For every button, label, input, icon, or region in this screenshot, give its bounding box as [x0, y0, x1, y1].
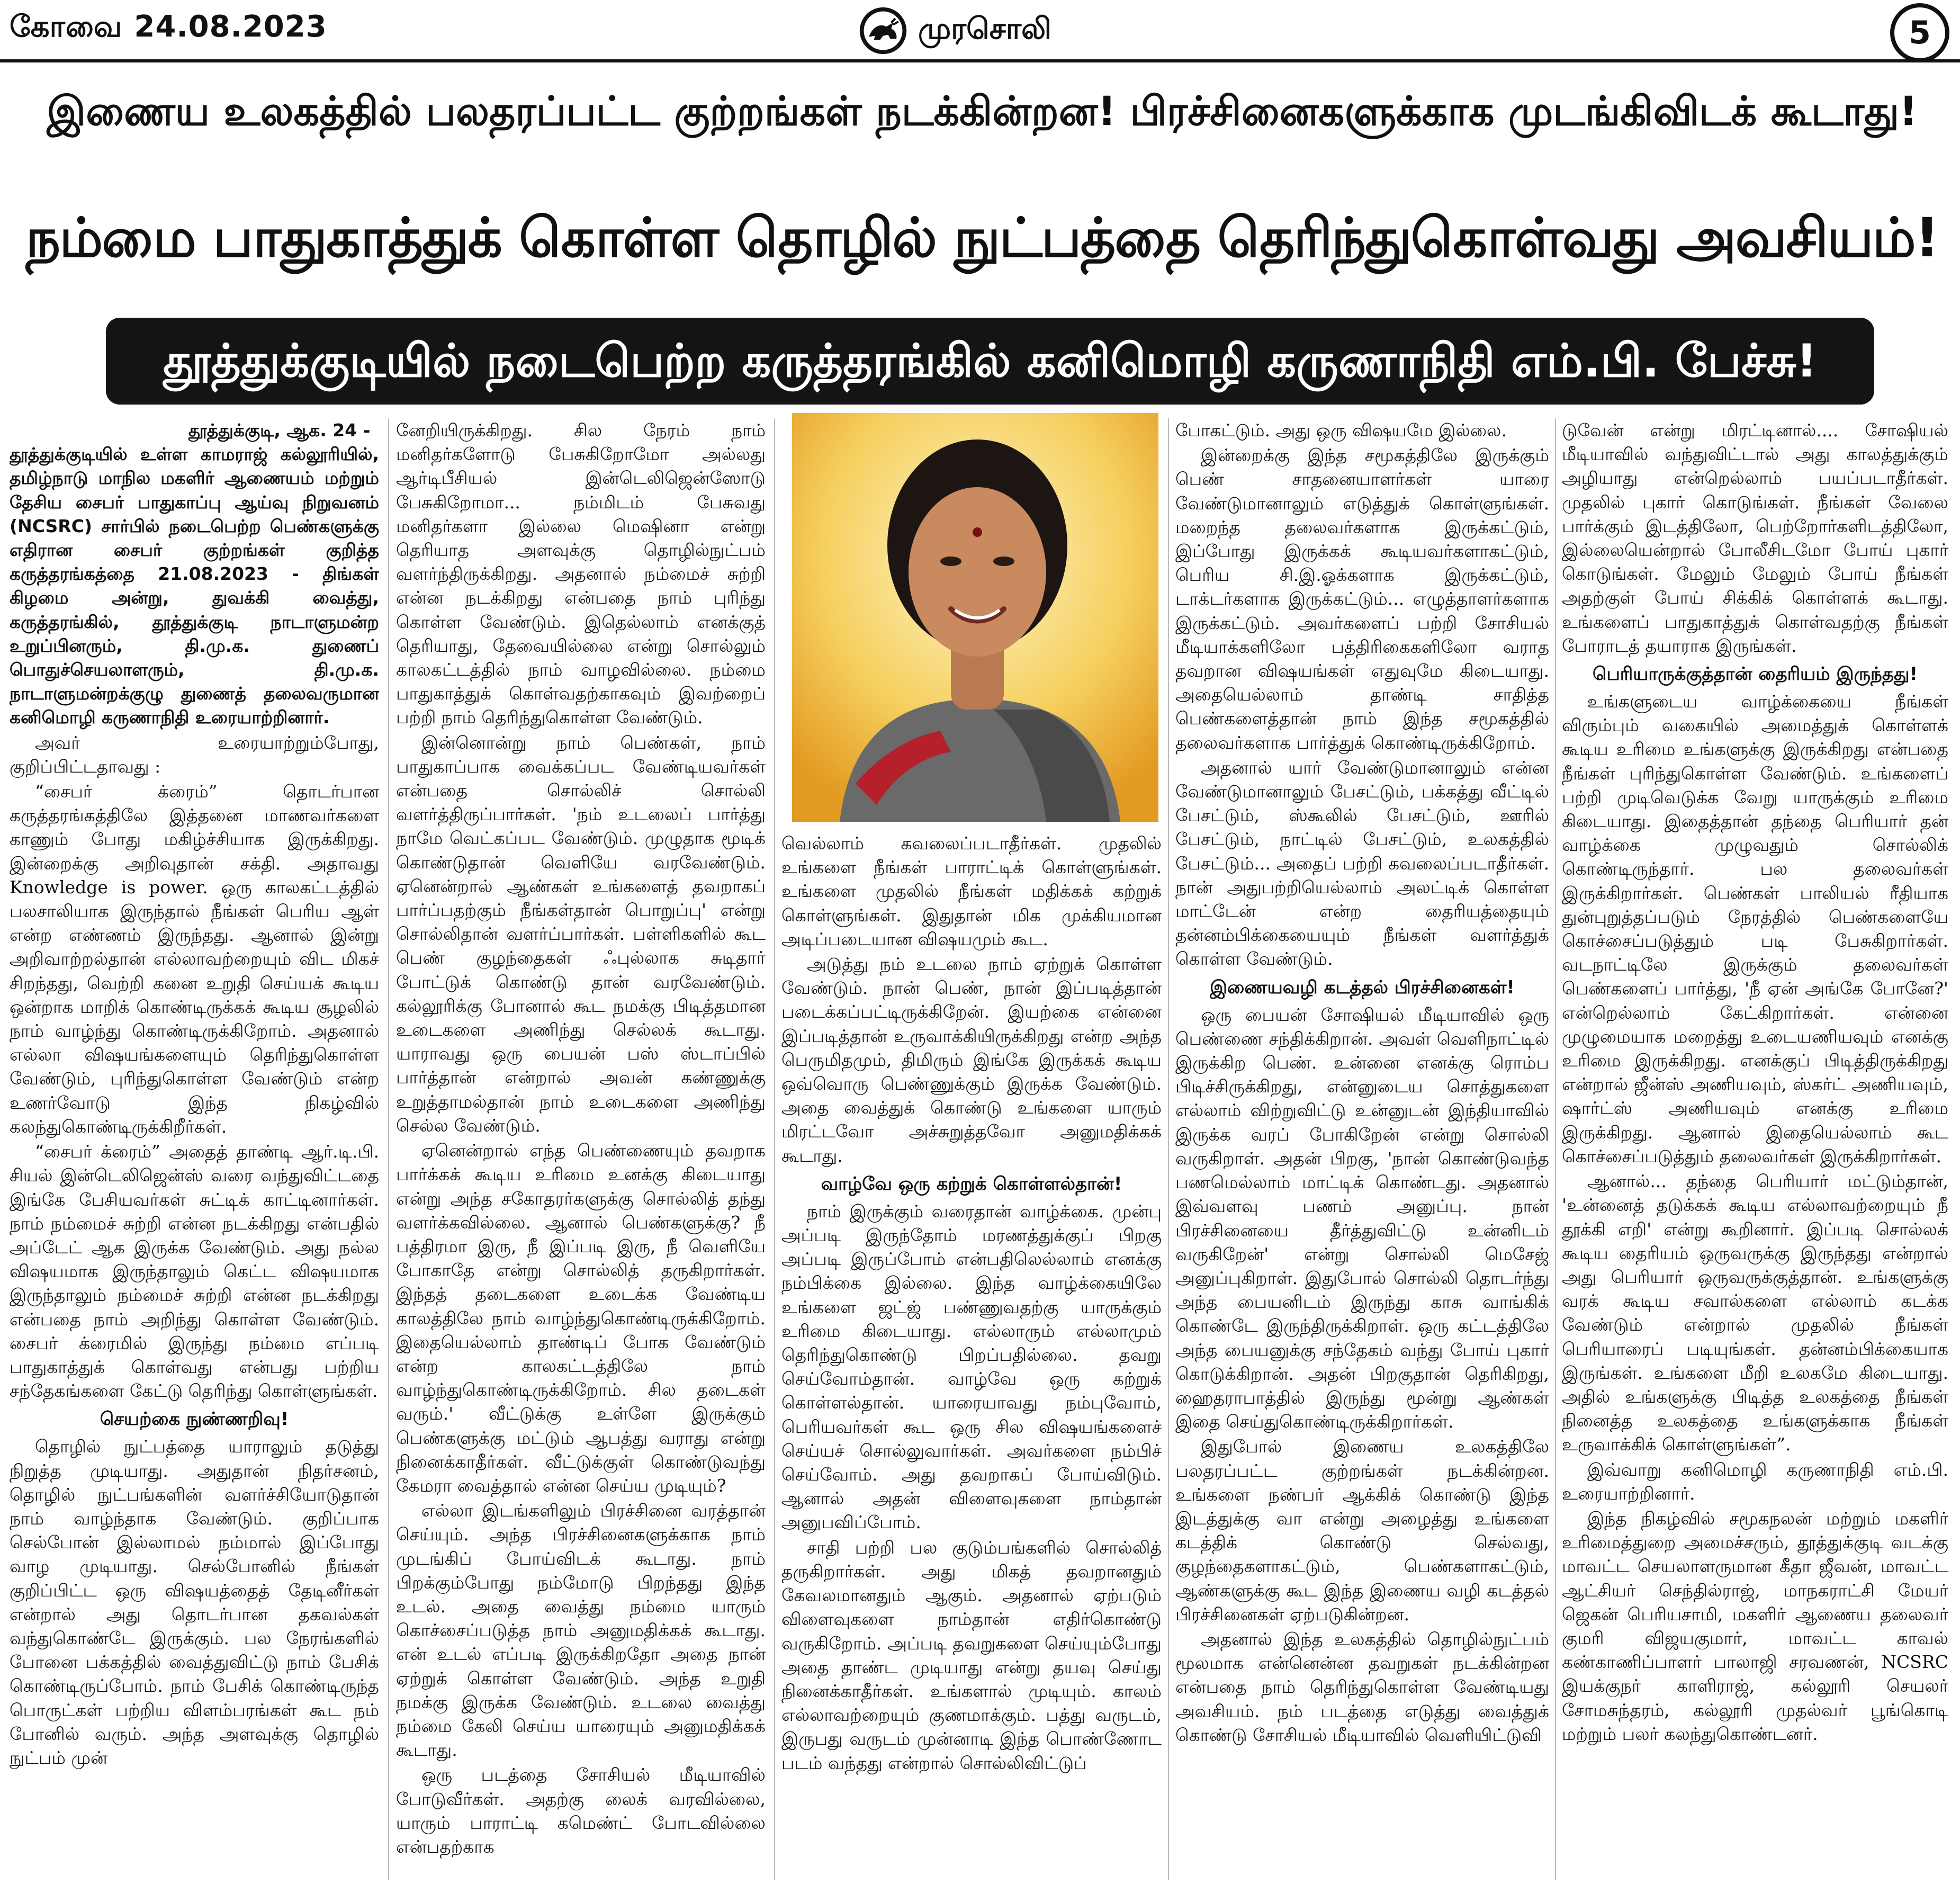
sub-headline-banner: தூத்துக்குடியில் நடைபெற்ற கருத்தரங்கில் கனிமொழி கருணாநிதி எம்.பி. பேச்சு!	[106, 318, 1874, 405]
paragraph: உங்களுடைய வாழ்க்கையை நீங்கள் விரும்பும் வகையில் அமைத்துக் கொள்ளக் கூடிய உரிமை உங்களுக்கு இருக்கிறது என்பதை நீங்கள் புரிந்துகொள்ள வேண்டும். உங்களைப் பற்றி முடிவெடுக்க வேறு யாருக்கும் உரிமை கிடையாது. இதைத்தான் தந்தை பெரியார் தன் வாழ்க்கை முழுவதும் சொல்லிக் கொண்டிருந்தார். பல தலைவர்கள் இருக்கிறார்கள். பெண்கள் பாலியல் ரீதியாக துன்புறுத்தப்படும் நேரத்தில் பெண்களையே கொச்சைப்படுத்தும் படி பேசுகிறார்கள். வடநாட்டிலே இருக்கும் தலைவர்கள் பெண்களைப் பார்த்து, 'நீ ஏன் அங்கே போனே?' என்றெல்லாம் கேட்கிறார்கள். என்னை முழுமையாக மறைத்து உடையணியவும் எனக்கு உரிமை இருக்கிறது. எனக்குப் பிடித்திருக்கிறது என்றால் ஜீன்ஸ் அணியவும், ஸ்கர்ட் அணியவும், ஷார்ட்ஸ் அணியவும் எனக்கு உரிமை இருக்கிறது. ஆனால் இதையெல்லாம் கூட கொச்சைப்படுத்தும் தலைவர்கள் இருக்கிறார்கள்.	[1562, 691, 1948, 1167]
issue-date: 24.08.2023	[134, 10, 327, 44]
paragraph: “சைபர் க்ரைம்” அதைத் தாண்டி ஆர்.டி.பி. சியல் இன்டெலிஜென்ஸ் வரை வந்துவிட்டதை இங்கே பேசியவர்கள் சுட்டிக் காட்டினார்கள். நாம் நம்மைச் சுற்றி என்ன நடக்கிறது என்பதில் அப்டேட் ஆக இருக்க வேண்டும். அது நல்ல விஷயமாக இருந்தாலும் கெட்ட விஷயமாக இருந்தாலும் நம்மைச் சுற்றி என்ன நடக்கிறது என்பதை நாம் அறிந்து கொள்ள வேண்டும். சைபர் க்ரைமில் இருந்து நம்மை எப்படி பாதுகாத்துக் கொள்வது என்பது பற்றிய சந்தேகங்களை கேட்டு தெரிந்து கொள்ளுங்கள்.	[10, 1141, 379, 1402]
paragraph: இதுபோல் இணைய உலகத்திலே பலதரப்பட்ட குற்றங்கள் நடக்கின்றன. உங்களை நண்பர் ஆக்கிக் கொண்டு இந்த இடத்துக்கு வா என்று அழைத்து உங்களை கடத்திக் கொண்டு செல்வது, குழந்தைகளாகட்டும், பெண்களாகட்டும், ஆண்களுக்கு கூட இந்த இணைய வழி கடத்தல் பிரச்சினைகள் ஏற்படுகின்றன.	[1175, 1436, 1549, 1625]
paragraph: சாதி பற்றி பல குடும்பங்களில் சொல்லித் தருகிறார்கள். அது மிகத் தவறானதும் கேவலமானதும் ஆகும். அதனால் ஏற்படும் விளைவுகளை நாம்தான் எதிர்கொண்டு வருகிறோம். அப்படி தவறுகளை செய்யும்போது அதை தாண்ட முடியாது என்று தயவு செய்து நினைக்காதீர்கள். உங்களால் முடியும். காலம் எல்லாவற்றையும் குணமாக்கும். பத்து வருடம், இருபது வருடம் முன்னாடி இந்த பொண்ணோட படம் வந்தது என்றால் சொல்லிவிட்டுப்	[781, 1537, 1162, 1773]
paragraph: ஆனால்... தந்தை பெரியார் மட்டும்தான், 'உன்னைத் தடுக்கக் கூடிய எல்லாவற்றையும் நீ தூக்கி எறி' என்று கூறினார். இப்படி சொல்லக் கூடிய தைரியம் ஒருவருக்கு இருந்தது என்றால் அது பெரியார் ஒருவருக்குத்தான். உங்களுக்கு வரக் கூடிய சவால்களை எல்லாம் கடக்க வேண்டும் என்றால் முதலில் நீங்கள் பெரியாரைப் படியுங்கள். தன்னம்பிக்கையாக இருங்கள். உங்களை மீறி உலகமே கிடையாது. அதில் உங்களுக்கு பிடித்த உலகத்தை நீங்கள் நினைத்த உலகத்தை உங்களுக்காக நீங்கள் உருவாக்கிக் கொள்ளுங்கள்”.	[1562, 1171, 1948, 1455]
column-divider	[1168, 418, 1169, 1880]
masthead-brand	[858, 4, 1051, 57]
paragraph: ஏனென்றால் எந்த பெண்ணையும் தவறாக பார்க்கக் கூடிய உரிமை உனக்கு கிடையாது என்று அந்த சகோதரர்களுக்கு சொல்லித் தந்து வளர்க்கவில்லை. ஆனால் பெண்களுக்கு? நீ பத்திரமா இரு, நீ இப்படி இரு, நீ வெளியே போகாதே என்று சொல்லித் தருகிறார்கள். இந்தத் தடைகளை உடைக்க வேண்டிய காலத்திலே நாம் வாழ்ந்துகொண்டிருக்கிறோம். இதையெல்லாம் தாண்டிப் போக வேண்டும் என்ற காலகட்டத்திலே நாம் வாழ்ந்துகொண்டிருக்கிறோம். சில தடைகள் வரும்.' வீட்டுக்கு உள்ளே இருக்கும் பெண்களுக்கு மட்டும் ஆபத்து வராது என்று நினைக்காதீர்கள். வீட்டுக்குள் கொண்டுவந்து கேமரா வைத்தால் என்ன செய்ய முடியும்?	[396, 1140, 766, 1496]
paper-name: முரசொலி	[918, 12, 1051, 46]
paragraph: ஒரு பையன் சோஷியல் மீடியாவில் ஒரு பெண்ணை சந்திக்கிறான். அவள் வெளிநாட்டில் இருக்கிற பெண். உன்னை எனக்கு ரொம்ப பிடிச்சிருக்கிறது, என்னுடைய சொத்துகளை எல்லாம் விற்றுவிட்டு உன்னுடன் இந்தியாவில் இருக்க வரப் போகிறேன் என்று சொல்லி வருகிறாள். அதன் பிறகு, 'நான் கொண்டுவந்த பணமெல்லாம் மாட்டிக் கொண்டது. அதனால் இவ்வளவு பணம் அனுப்பு. நான் பிரச்சினையை தீர்த்துவிட்டு உன்னிடம் வருகிறேன்' என்று சொல்லி மெசேஜ் அனுப்புகிறாள். இதுபோல் சொல்லி தொடர்ந்து அந்த பையனிடம் இருந்து காசு வாங்கிக் கொண்டே இருந்திருக்கிறாள். ஒரு கட்டத்திலே அந்த பையனுக்கு சந்தேகம் வந்து போய் புகார் கொடுக்கிறான். அதன் பிறகுதான் தெரிகிறது, ஹைதராபாத்தில் இருந்து மூன்று ஆண்கள் இதை செய்துகொண்டிருக்கிறார்கள்.	[1175, 1004, 1549, 1432]
rising-sun-bull-logo-icon	[858, 5, 909, 56]
section-subheading: செயற்கை நுண்ணறிவு!	[100, 1408, 289, 1430]
masthead-rule	[0, 59, 1960, 62]
page-number: 5	[1890, 3, 1949, 62]
paragraph: இன்றைக்கு இந்த சமூகத்திலே இருக்கும் பெண் சாதனையாளர்கள் யாரை வேண்டுமானாலும் எடுத்துக் கொள்ளுங்கள். மறைந்த தலைவர்களாக இருக்கட்டும், இப்போது இருக்கக் கூடியவர்களாகட்டும், பெரிய சி.இ.ஓக்களாக இருக்கட்டும், டாக்டர்களாக இருக்கட்டும்... எழுத்தாளர்களாக இருக்கட்டும். அவர்களைப் பற்றி சோசியல் மீடியாக்களிலோ பத்திரிகைகளிலோ வராத தவறான விஷயங்கள் எதுவுமே கிடையாது. அதையெல்லாம் தாண்டி சாதித்த பெண்களைத்தான் நாம் இந்த சமூகத்தில் தலைவர்களாக பார்த்துக் கொண்டிருக்கிறோம்.	[1175, 445, 1549, 753]
edition-date	[10, 10, 327, 48]
paragraph: இந்த நிகழ்வில் சமூகநலன் மற்றும் மகளிர் உரிமைத்துறை அமைச்சரும், தூத்துக்குடி வடக்கு மாவட்ட செயலாளருமான கீதா ஜீவன், மாவட்ட ஆட்சியர் செந்தில்ராஜ், மாநகராட்சி மேயர் ஜெகன் பெரியசாமி, மகளிர் ஆணைய தலைவர் குமரி விஜயகுமார், மாவட்ட காவல் கண்காணிப்பாளர் பாலாஜி சரவணன், NCSRC இயக்குநர் காளிராஜ், கல்லூரி செயலர் சோமசுந்தரம், கல்லூரி முதல்வர் பூங்கொடி மற்றும் பலர் கலந்துகொண்டனர்.	[1562, 1508, 1948, 1744]
paragraph: “சைபர் க்ரைம்” தொடர்பான கருத்தரங்கத்திலே இத்தனை மாணவர்களை காணும் போது மகிழ்ச்சியாக இருக்கிறது. இன்றைக்கு அறிவுதான் சக்தி. அதாவது Knowledge is power. ஒரு காலகட்டத்தில் பலசாலியாக இருந்தால் நீங்கள் பெரிய ஆள் என்ற எண்ணம் இருந்தது. ஆனால் இன்று அறிவாற்றல்தான் எல்லாவற்றையும் விட மிகச் சிறந்தது, வெற்றி கனை உறுதி செய்யக் கூடிய ஒன்றாக மாறிக் கொண்டிருக்கக் கூடிய சூழலில் நாம் வாழ்ந்து கொண்டிருக்கிறோம். அதனால் எல்லா விஷயங்களையும் தெரிந்துகொள்ள வேண்டும், புரிந்துகொள்ள வேண்டும் என்ற உணர்வோடு இந்த நிகழ்வில் கலந்துகொண்டிருக்கிறீர்கள்.	[10, 781, 379, 1137]
lead-paragraph: தூத்துக்குடியில் உள்ள காமராஜ் கல்லூரியில், தமிழ்நாடு மாநில மகளிர் ஆணையம் மற்றும் தேசிய சைபர் பாதுகாப்பு ஆய்வு நிறுவனம் (NCSRC) சார்பில் நடைபெற்ற பெண்களுக்கு எதிரான சைபர் குற்றங்கள் குறித்த கருத்தரங்கத்தை 21.08.2023 - திங்கள் கிழமை அன்று, துவக்கி வைத்து, கருத்தரங்கில், தூத்துக்குடி நாடாளுமன்ற உறுப்பினரும், தி.மு.க. துணைப் பொதுச்செயலாளரும், தி.மு.க. நாடாளுமன்றக்குழு துணைத் தலைவருமான கனிமொழி கருணாநிதி உரையாற்றினார்.	[10, 444, 379, 728]
column-divider	[774, 418, 775, 1880]
paragraph: எல்லா இடங்களிலும் பிரச்சினை வரத்தான் செய்யும். அந்த பிரச்சினைகளுக்காக நாம் முடங்கிப் போய்விடக் கூடாது. நாம் பிறக்கும்போது நம்மோடு பிறந்தது இந்த உடல். அதை வைத்து நம்மை யாரும் கொச்சைப்படுத்த நாம் அனுமதிக்கக் கூடாது. என் உடல் எப்படி இருக்கிறதோ அதை நான் ஏற்றுக் கொள்ள வேண்டும். அந்த உறுதி நமக்கு இருக்க வேண்டும். உடலை வைத்து நம்மை கேலி செய்ய யாரையும் அனுமதிக்கக் கூடாது.	[396, 1500, 766, 1761]
column-divider	[1555, 418, 1556, 1880]
section-subheading: வாழ்வே ஒரு கற்றுக் கொள்ளல்தான்!	[821, 1173, 1122, 1195]
paragraph: அடுத்து நம் உடலை நாம் ஏற்றுக் கொள்ள வேண்டும். நான் பெண், நான் இப்படித்தான் படைக்கப்பட்டிருக்கிறேன். இயற்கை என்னை இப்படித்தான் உருவாக்கியிருக்கிறது என்ற அந்த பெருமிதமும், திமிரும் இங்கே இருக்கக் கூடிய ஒவ்வொரு பெண்ணுக்கும் இருக்க வேண்டும். அதை வைத்துக் கொண்டு உங்களை யாரும் மிரட்டவோ அச்சுறுத்தவோ அனுமதிக்கக் கூடாது.	[781, 954, 1162, 1166]
dateline: தூத்துக்குடி, ஆக. 24 -	[188, 420, 371, 441]
paragraph: அவர் உரையாற்றும்போது, குறிப்பிட்டதாவது :	[10, 732, 379, 777]
edition-name: கோவை	[10, 10, 123, 44]
masthead	[0, 0, 1960, 62]
paragraph: இன்னொன்று நாம் பெண்கள், நாம் பாதுகாப்பாக வைக்கப்பட வேண்டியவர்கள் என்பதை சொல்லிச் சொல்லி வளர்த்திருப்பார்கள். 'நம் உடலைப் பார்த்து நாமே வெட்கப்பட வேண்டும். முழுதாக மூடிக் கொண்டுதான் வெளியே வரவேண்டும். ஏனென்றால் ஆண்கள் உங்களைத் தவறாகப் பார்ப்பதற்கும் நீங்கள்தான் பொறுப்பு' என்று சொல்லிதான் வளர்ப்பார்கள். பள்ளிகளில் கூட பெண் குழந்தைகள் ஃபுல்லாக சுடிதார் போட்டுக் கொண்டு தான் வரவேண்டும். கல்லூரிக்கு போனால் கூட நமக்கு பிடித்தமான உடைகளை அணிந்து செல்லக் கூடாது. யாராவது ஒரு பையன் பஸ் ஸ்டாப்பில் பார்த்தான் என்றால் அவன் கண்ணுக்கு உறுத்தாமல்தான் நாம் உடைகளை அணிந்து செல்ல வேண்டும்.	[396, 732, 766, 1136]
paragraph: ஒரு படத்தை சோசியல் மீடியாவில் போடுவீர்கள். அதற்கு லைக் வரவில்லை, யாரும் பாராட்டி கமெண்ட் போடவில்லை என்பதற்காக	[396, 1764, 766, 1857]
paragraph: இவ்வாறு கனிமொழி கருணாநிதி எம்.பி. உரையாற்றினார்.	[1562, 1459, 1948, 1504]
kicker-headline: இணைய உலகத்தில் பலதரப்பட்ட குற்றங்கள் நடக்கின்றன! பிரச்சினைகளுக்காக முடங்கிவிடக் கூடாது!	[47, 87, 1918, 134]
paragraph: டுவேன் என்று மிரட்டினால்.... சோஷியல் மீடியாவில் வந்துவிட்டால் அது காலத்துக்கும் அழியாது என்றெல்லாம் பயப்படாதீர்கள். முதலில் புகார் கொடுங்கள். நீங்கள் வேலை பார்க்கும் இடத்திலோ, பெற்றோர்களிடத்திலோ, இல்லையென்றால் போலீசிடமோ போய் புகார் கொடுங்கள். மேலும் மேலும் போய் நீங்கள் அதற்குள் போய் சிக்கிக் கொள்ளக் கூடாது. உங்களைப் பாதுகாத்துக் கொள்வதற்கு நீங்கள் போராடத் தயாராக இருங்கள்.	[1562, 420, 1948, 656]
main-headline: நம்மை பாதுகாத்துக் கொள்ள தொழில் நுட்பத்தை தெரிந்துகொள்வது அவசியம்!	[25, 207, 1939, 270]
paragraph: போகட்டும். அது ஒரு விஷயமே இல்லை.	[1175, 420, 1507, 441]
article-column-1	[10, 418, 379, 1880]
paragraph: அதனால் இந்த உலகத்தில் தொழில்நுட்பம் மூலமாக என்னென்ன தவறுகள் நடக்கின்றன என்பதை நாம் தெரிந்துகொள்ள வேண்டியது அவசியம். நம் படத்தை எடுத்து வைத்துக் கொண்டு சோசியல் மீடியாவில் வெளியிட்டுவி	[1175, 1628, 1549, 1745]
article-column-5	[1562, 418, 1948, 1880]
section-subheading: பெரியாருக்குத்தான் தைரியம் இருந்தது!	[1593, 663, 1918, 685]
speaker-portrait-photo	[792, 413, 1158, 822]
paragraph: வெல்லாம் கவலைப்படாதீர்கள். முதலில் உங்களை நீங்கள் பாராட்டிக் கொள்ளுங்கள். உங்களை முதலில் நீங்கள் மதிக்கக் கற்றுக் கொள்ளுங்கள். இதுதான் மிக முக்கியமான அடிப்படையான விஷயமும் கூட.	[781, 833, 1162, 949]
paragraph: தொழில் நுட்பத்தை யாராலும் தடுத்து நிறுத்த முடியாது. அதுதான் நிதர்சனம், தொழில் நுட்பங்களின் வளர்ச்சியோடுதான் நாம் வாழ்ந்தாக வேண்டும். குறிப்பாக செல்போன் இல்லாமல் நம்மால் இப்போது வாழ முடியாது. செல்போனில் நீங்கள் குறிப்பிட்ட ஒரு விஷயத்தைத் தேடினீர்கள் என்றால் அது தொடர்பான தகவல்கள் வந்துகொண்டே இருக்கும். பல நேரங்களில் போனை பக்கத்தில் வைத்துவிட்டு நாம் பேசிக் கொண்டிருப்போம். நாம் பேசிக் கொண்டிருந்த பொருட்கள் பற்றிய விளம்பரங்கள் கூட நம் போனில் வரும். அந்த அளவுக்கு தொழில் நுட்பம் முன்	[10, 1436, 379, 1768]
paragraph: னேறியிருக்கிறது. சில நேரம் நாம் மனிதர்களோடு பேசுகிறோமோ அல்லது ஆர்டிபீசியல் இன்டெலிஜென்ஸோடு பேசுகிறோமா... நம்மிடம் பேசுவது மனிதர்களா இல்லை மெஷினா என்று தெரியாத அளவுக்கு தொழில்நுட்பம் வளர்ந்திருக்கிறது. அதனால் நம்மைச் சுற்றி என்ன நடக்கிறது என்பதை நாம் புரிந்து கொள்ள வேண்டும். இதெல்லாம் எனக்குத் தெரியாது, தேவையில்லை என்று சொல்லும் காலகட்டத்தில் நாம் வாழவில்லை. நம்மை பாதுகாத்துக் கொள்வதற்காகவும் இவற்றைப் பற்றி நாம் தெரிந்துகொள்ள வேண்டும்.	[396, 420, 766, 728]
article-column-3	[781, 831, 1162, 1880]
portrait-illustration	[792, 413, 1158, 822]
article-column-4	[1175, 418, 1549, 1880]
paragraph: நாம் இருக்கும் வரைதான் வாழ்க்கை. முன்பு அப்படி இருந்தோம் மரணத்துக்குப் பிறகு அப்படி இருப்போம் என்பதிலெல்லாம் எனக்கு நம்பிக்கை இல்லை. இந்த வாழ்க்கையிலே உங்களை ஜட்ஜ் பண்ணுவதற்கு யாருக்கும் உரிமை கிடையாது. எல்லாரும் எல்லாமும் தெரிந்துகொண்டு பிறப்பதில்லை. தவறு செய்வோம்தான். வாழ்வே ஒரு கற்றுக் கொள்ளல்தான். யாரையாவது நம்புவோம், பெரியவர்கள் கூட ஒரு சில விஷயங்களைச் செய்யச் சொல்லுவார்கள். அவர்களை நம்பிச் செய்வோம். அது தவறாகப் போய்விடும். ஆனால் அதன் விளைவுகளை நாம்தான் அனுபவிப்போம்.	[781, 1200, 1162, 1533]
column-divider	[388, 418, 389, 1880]
section-subheading: இணையவழி கடத்தல் பிரச்சினைகள்!	[1210, 976, 1515, 998]
article-column-2	[396, 418, 766, 1880]
paragraph: அதனால் யார் வேண்டுமானாலும் என்ன வேண்டுமானாலும் பேசட்டும், பக்கத்து வீட்டில் பேசட்டும், ஸ்கூலில் பேசட்டும், ஊரில் பேசட்டும், நாட்டில் பேசட்டும், உலகத்தில் பேசட்டும்... அதைப் பற்றி கவலைப்படாதீர்கள். நான் அதுபற்றியெல்லாம் அலட்டிக் கொள்ள மாட்டேன் என்ற தைரியத்தையும் தன்னம்பிக்கையையும் நீங்கள் வளர்த்துக் கொள்ள வேண்டும்.	[1175, 757, 1549, 970]
